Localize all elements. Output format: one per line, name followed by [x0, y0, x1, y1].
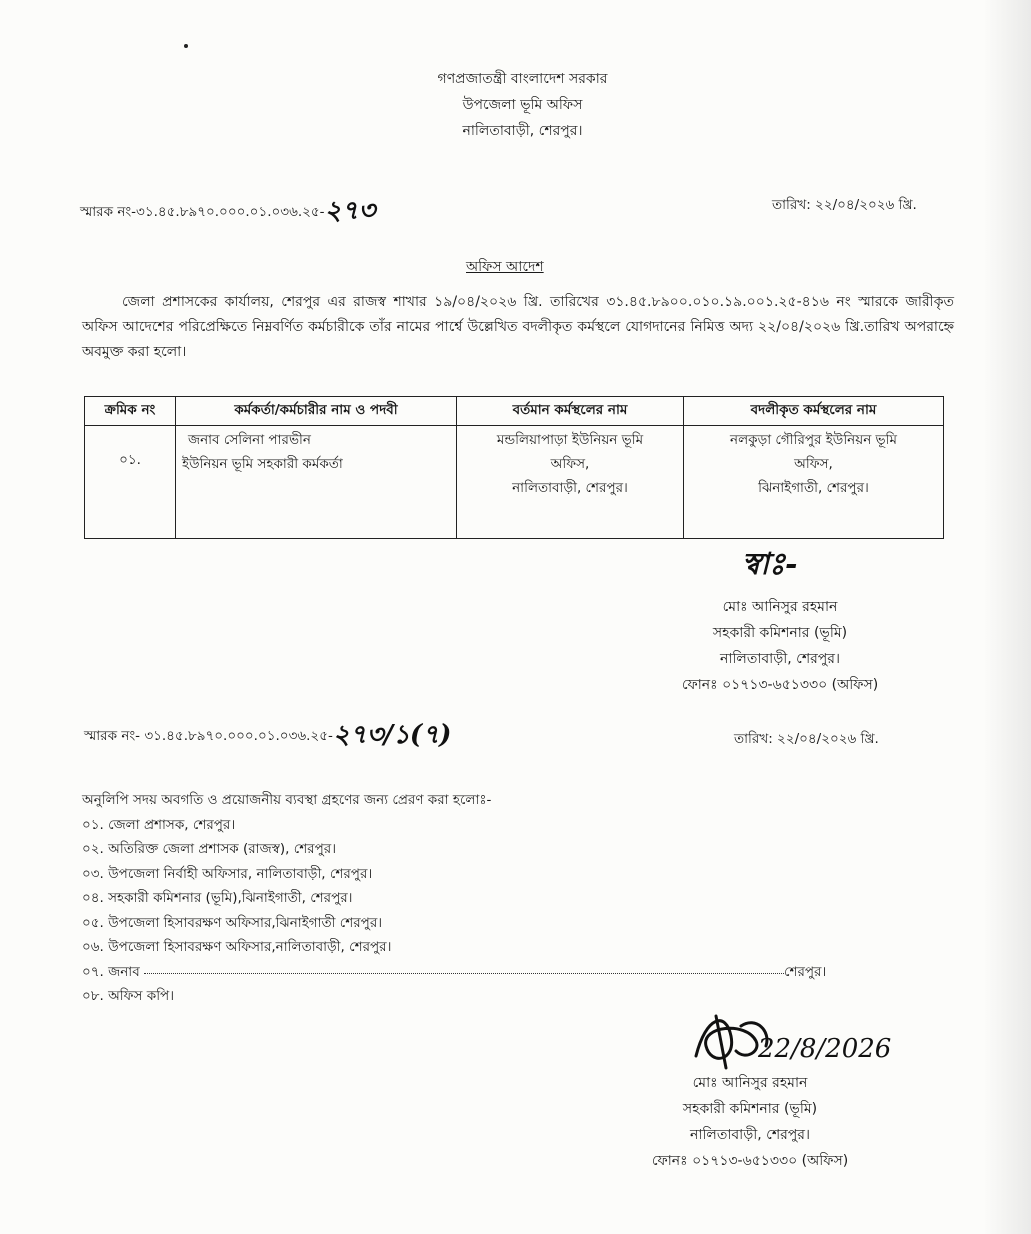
- list-item: ০৫. উপজেলা হিসাবরক্ষণ অফিসার,ঝিনাইগাতী শেরপুর।: [82, 914, 383, 931]
- signature-mark-1: স্বাঃ-: [742, 547, 798, 582]
- letterhead: [0, 66, 1031, 144]
- blank-dotted-line: [144, 963, 784, 974]
- signatory-name-2: মোঃ আনিসুর রহমান: [692, 1075, 808, 1091]
- signatory-designation-1: সহকারী কমিশনার (ভূমি): [712, 625, 848, 641]
- page-edge-shadow: [983, 0, 1031, 1234]
- government-name: গণপ্রজাতন্ত্রী বাংলাদেশ সরকার: [437, 71, 608, 87]
- cell-serial: ০১.: [85, 426, 176, 539]
- col-transfer: বদলীকৃত কর্মস্থলের নাম: [684, 397, 944, 426]
- item7-prefix: ০৭. জনাব: [82, 963, 140, 980]
- office-location: নালিতাবাড়ী, শেরপুর।: [462, 123, 583, 139]
- col-serial: ক্রমিক নং: [85, 397, 176, 426]
- handwritten-memo-no-2: ২৭৩/১(৭): [332, 720, 452, 750]
- copy-distribution: [82, 788, 826, 1009]
- current-line-3: নালিতাবাড়ী, শেরপুর।: [512, 480, 628, 496]
- signatory-designation-2: সহকারী কমিশনার (ভূমি): [682, 1101, 818, 1117]
- list-item-7: [82, 960, 826, 985]
- list-item: ০৪. সহকারী কমিশনার (ভূমি),ঝিনাইগাতী, শেরপুর।: [82, 890, 353, 906]
- memo-number-2: [84, 714, 451, 758]
- memo-label-1: স্মারক নং-৩১.৪৫.৮৯৭০.০০০.০১.০৩৬.২৫-: [80, 204, 325, 220]
- cell-name: [176, 426, 457, 539]
- signatory-location-1: নালিতাবাড়ী, শেরপুর।: [719, 651, 841, 667]
- employee-designation: ইউনিয়ন ভূমি সহকারী কর্মকর্তা: [182, 456, 343, 472]
- current-line-1: মন্ডলিয়াপাড়া ইউনিয়ন ভূমি: [496, 432, 644, 448]
- handwritten-sign-date: 22/8/2026: [758, 1034, 892, 1064]
- office-name: উপজেলা ভূমি অফিস: [462, 97, 583, 113]
- cell-transfer: [684, 426, 944, 539]
- copy-intro: অনুলিপি সদয় অবগতি ও প্রয়োজনীয় ব্যবস্থা গ্রহণের জন্য প্রেরণ করা হলোঃ-: [82, 792, 492, 808]
- memo-date-2: তারিখ: ২২/০৪/২০২৬ খ্রি.: [734, 731, 879, 747]
- list-item: ০১. জেলা প্রশাসক, শেরপুর।: [82, 816, 236, 833]
- transfer-line-3: ঝিনাইগাতী, শেরপুর।: [758, 480, 869, 496]
- list-item: ০৮. অফিস কপি।: [82, 988, 175, 1004]
- transfer-line-2: অফিস,: [794, 456, 833, 472]
- signatory-phone-2: ফোনঃ ০১৭১৩-৬৫১৩৩০ (অফিস): [651, 1153, 849, 1169]
- table-header-row: [85, 397, 944, 426]
- employee-name: জনাব সেলিনা পারভীন: [188, 432, 311, 448]
- transfer-line-1: নলকুড়া গৌরিপুর ইউনিয়ন ভূমি: [730, 432, 897, 448]
- ink-dot: [184, 44, 188, 48]
- list-item: ০৩. উপজেলা নির্বাহী অফিসার, নালিতাবাড়ী, শেরপুর।: [82, 865, 373, 882]
- col-name: কর্মকর্তা/কর্মচারীর নাম ও পদবী: [176, 397, 457, 426]
- list-item: ০৬. উপজেলা হিসাবরক্ষণ অফিসার,নালিতাবাড়ী, শেরপুর।: [82, 939, 392, 955]
- signatory-block-1: [650, 594, 910, 698]
- memo-label-2: স্মারক নং- ৩১.৪৫.৮৯৭০.০০০.০১.০৩৬.২৫-: [84, 728, 333, 744]
- transfer-table: [84, 396, 944, 539]
- cell-current: [457, 426, 684, 539]
- handwritten-memo-no-1: ২৭৩: [324, 196, 376, 226]
- item7-suffix: শেরপুর।: [784, 963, 827, 980]
- signatory-phone-1: ফোনঃ ০১৭১৩-৬৫১৩৩০ (অফিস): [681, 677, 879, 693]
- document-title: অফিস আদেশ: [466, 259, 544, 275]
- col-current: বর্তমান কর্মস্থলের নাম: [457, 397, 684, 426]
- memo-number-1: [80, 190, 375, 234]
- current-line-2: অফিস,: [550, 456, 590, 472]
- signatory-name-1: মোঃ আনিসুর রহমান: [722, 599, 838, 615]
- table-row: [85, 426, 944, 539]
- memo-date-1: তারিখ: ২২/০৪/২০২৬ খ্রি.: [772, 197, 917, 213]
- list-item: ০২. অতিরিক্ত জেলা প্রশাসক (রাজস্ব), শেরপুর।: [82, 841, 337, 857]
- signatory-block-2: [614, 1070, 886, 1174]
- order-body: জেলা প্রশাসকের কার্যালয়, শেরপুর এর রাজস্ব শাখার ১৯/০৪/২০২৬ খ্রি. তারিখের ৩১.৪৫.৮৯০০.০১০.১৯.০০১.২৫-৪১৬ নং স্মারকে জারীকৃত অফিস আদেশের পরিপ্রেক্ষিতে নিম্নবর্ণিত কর্মচারীকে তাঁর নামের পার্শ্বে উল্লেখিত বদলীকৃত কর্মস্থলে যোগদানের নিমিত্ত অদ্য ২২/০৪/২০২৬ খ্রি.তারিখ অপরাহ্নে অবমুক্ত করা হলো।: [82, 294, 954, 360]
- signatory-location-2: নালিতাবাড়ী, শেরপুর।: [689, 1127, 811, 1143]
